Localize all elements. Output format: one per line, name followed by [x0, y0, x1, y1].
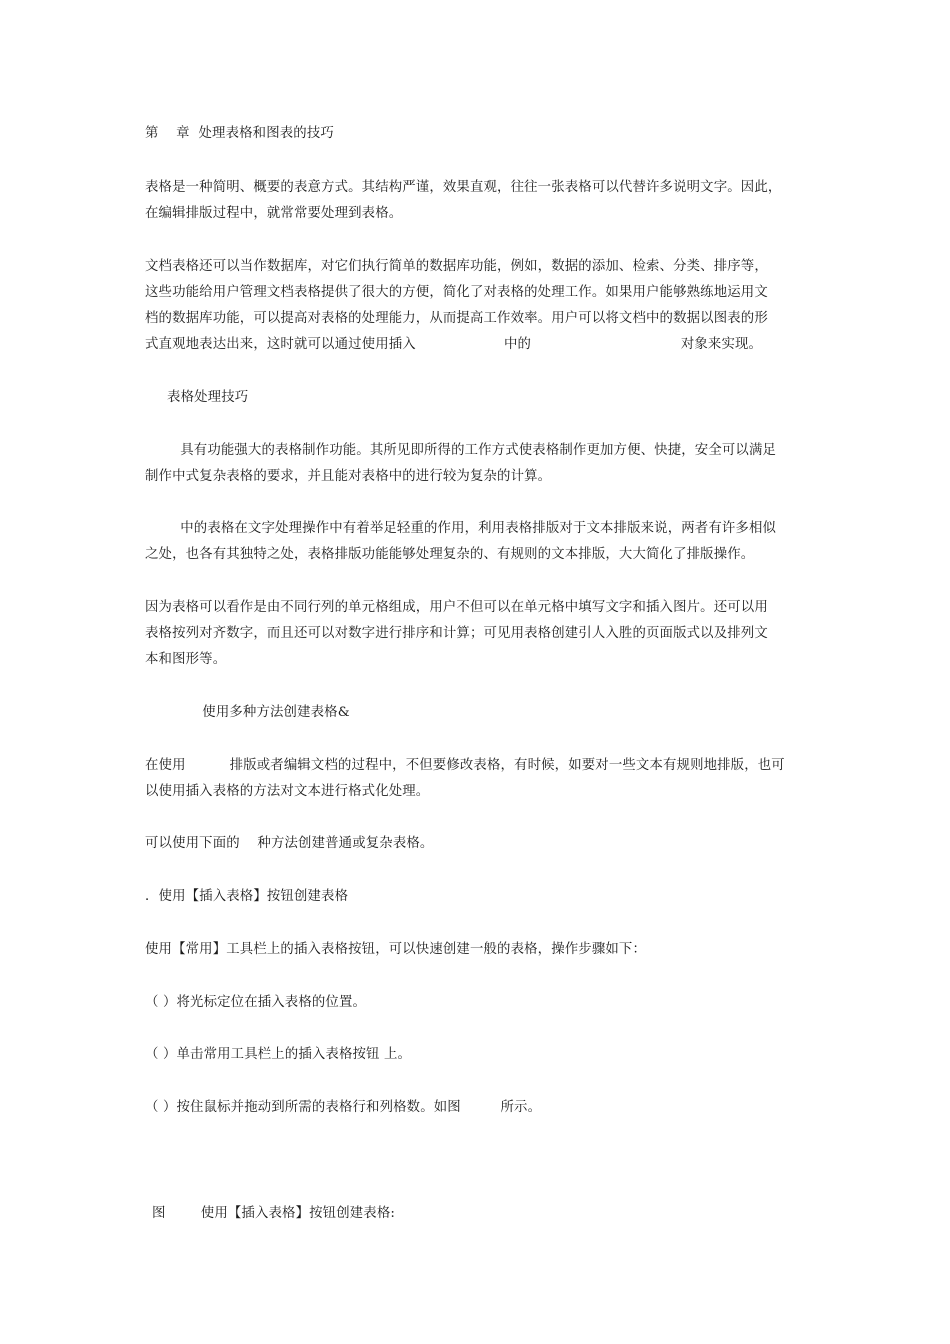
intro-paragraph-line-2: 在编辑排版过程中，就常常要处理到表格。 [145, 206, 403, 221]
database-paragraph-line-4: 式直观地表达出来，这时就可以通过使用插入 中的 对象来实现。 [145, 337, 763, 352]
step-1: （ ）将光标定位在插入表格的位置。 [145, 995, 367, 1010]
usage-paragraph-line-2: 以使用插入表格的方法对文本进行格式化处理。 [145, 784, 430, 799]
cells-paragraph-line-3: 本和图形等。 [145, 652, 227, 667]
role-paragraph-line-2: 之处，也各有其独特之处，表格排版功能能够处理复杂的、有规则的文本排版，大大简化了排版操作。 [145, 547, 755, 562]
usage-paragraph-line-1: 在使用 排版或者编辑文档的过程中，不但要修改表格，有时候，如要对一些文本有规则地排版，也可 [145, 758, 785, 773]
step-2: （ ）单击常用工具栏上的插入表格按钮 上。 [145, 1047, 412, 1062]
section-heading-tips: 表格处理技巧 [145, 390, 249, 405]
figure-caption: 图 使用【插入表格】按钮创建表格: [152, 1206, 396, 1221]
cells-paragraph-line-1: 因为表格可以看作是由不同行列的单元格组成，用户不但可以在单元格中填写文字和插入图片。还可以用 [145, 600, 768, 615]
intro-paragraph-line-1: 表格是一种简明、概要的表意方式。其结构严谨，效果直观，往往一张表格可以代替许多说明文字。因此， [145, 180, 782, 195]
role-paragraph-line-1: 中的表格在文字处理操作中有着举足轻重的作用，利用表格排版对于文本排版来说，两者有许多相似 [145, 521, 777, 536]
methods-intro: 可以使用下面的 种方法创建普通或复杂表格。 [145, 836, 434, 851]
features-paragraph-line-1: 具有功能强大的表格制作功能。其所见即所得的工作方式使表格制作更加方便、快捷，安全可以满足 [145, 443, 777, 458]
chapter-heading: 第 章 处理表格和图表的技巧 [145, 126, 334, 141]
database-paragraph-line-3: 档的数据库功能，可以提高对表格的处理能力，从而提高工作效率。用户可以将文档中的数据以图表的形 [145, 311, 768, 326]
subsection-heading-insert-table: ．使用【插入表格】按钮创建表格 [145, 889, 349, 904]
database-paragraph-line-2: 这些功能给用户管理文档表格提供了很大的方便，简化了对表格的处理工作。如果用户能够熟练地运用文 [145, 285, 768, 300]
database-paragraph-line-1: 文档表格还可以当作数据库，对它们执行简单的数据库功能，例如，数据的添加、检索、分类、排序等， [145, 259, 768, 274]
step-3: （ ）按住鼠标并拖动到所需的表格行和列格数。如图 所示。 [145, 1100, 542, 1115]
section-heading-methods: 使用多种方法创建表格& [145, 705, 350, 720]
cells-paragraph-line-2: 表格按列对齐数字，而且还可以对数字进行排序和计算；可见用表格创建引人入胜的页面版式以及排列文 [145, 626, 768, 641]
features-paragraph-line-2: 制作中式复杂表格的要求，并且能对表格中的进行较为复杂的计算。 [145, 469, 552, 484]
toolbar-paragraph: 使用【常用】工具栏上的插入表格按钮，可以快速创建一般的表格，操作步骤如下： [145, 942, 647, 957]
